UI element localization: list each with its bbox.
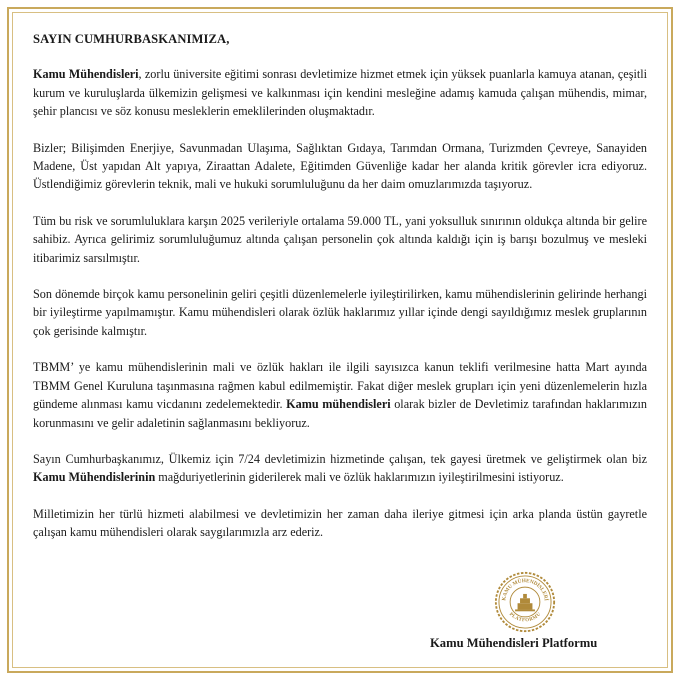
paragraph-5-text-a: TBMM’ ye kamu mühendislerinin mali ve özlük hakları ile ilgili sayısızca kanun teklifi verilmesine hatta Mart ayında TBMM Genel Kuruluna taşınmasına rağmen kabul edilmemiştir. Fakat diğer meslek grupları için yeni düzenlemelerin hızla gündeme alınması kamu vicdanını zedelemektedir. <box>33 360 647 412</box>
paragraph-3: Tüm bu risk ve sorumluluklara karşın 2025 verileriyle ortalama 59.000 TL, yani yoksulluk sınırının oldukça altında bir gelire sahibiz. Ayrıca gelirimiz sorumluluğumuz altında çalışan personelin çok altında kaldığı için iş barışı bozulmuş ve mesleki itibarimiz sarsılmıştır. <box>33 213 647 265</box>
paragraph-5-bold: Kamu mühendisleri <box>286 397 391 412</box>
gear-seal-icon <box>494 571 556 633</box>
paragraph-7: Milletimizin her türlü hizmeti alabilmesi ve devletimizin her zaman daha ileriye gitmesi için arka planda üstün gayretle çalışan kamu mühendisleri olarak saygılarımızla arz ederiz. <box>33 506 647 540</box>
paragraph-4: Son dönemde birçok kamu personelinin geliri çeşitli düzenlemelerle iyileştirilirken, kamu mühendislerinin gelirinde herhangi bir iyileştirme yapılmamıştır. Kamu mühendisleri olarak özlük haklarımız yıllar içinde dengi sayıldığımız meslek gruplarının çok gerisinde kalmıştır. <box>33 287 647 338</box>
paragraph-6-bold: Kamu Mühendislerinin <box>33 470 156 485</box>
salutation: SAYIN CUMHURBASKANIMIZA, <box>33 32 230 46</box>
seal-ring-text-top: KAMU MÜHENDİSLERİ <box>501 578 549 602</box>
paragraph-6-text-b: mağduriyetlerinin giderilerek mali ve özlük haklarımızın iyileştirilmesini istiyoruz. <box>155 470 564 485</box>
paragraph-2: Bizler; Bilişimden Enerjiye, Savunmadan Ulaşıma, Sağlıktan Gıdaya, Tarımdan Ormana, Turizmden Çevreye, Sanayiden Madene, Üst yapıdan Alt yapıya, Ziraattan Adalete, Eğitimden Güvenliğe kadar her alanda kritik görevler icra ediyoruz. Üstlendiğimiz görevlerin teknik, mali ve hukuki sorumluluğunu da her daim omuzlarımızda taşıyoruz. <box>33 140 647 192</box>
paragraph-1-text: , zorlu üniversite eğitimi sonrası devletimize hizmet etmek için yüksek puanlarla kamuya atanan, çeşitli kurum ve kuruluşlarda ülkemizin gelişmesi ve kalkınması için kendini mesleğine adamış kamuda çalışan mühendis, mimar, şehir plancısı ve söz konusu mesleklerin emeklilerinden oluşmaktadır. <box>33 67 647 119</box>
paragraph-5 <box>33 358 647 432</box>
paragraph-6-text-a: Sayın Cumhurbaşkanımız, Ülkemiz için 7/24 devletimizin hizmetinde çalışan, tek gayesi üretmek ve geliştirmek olan biz <box>33 451 647 466</box>
seal-center-emblem <box>515 594 535 611</box>
letter-body <box>33 24 647 560</box>
signature: Kamu Mühendisleri Platformu <box>430 636 598 650</box>
seal-ring-text-bottom: PLATFORMU <box>507 612 543 624</box>
paragraph-5-text-b: olarak bizler de Devletimiz tarafından haklarımızın korunmasını ve gelir adaletinin sağlanmasını bekliyoruz. <box>33 397 647 430</box>
paragraph-6 <box>33 450 647 487</box>
paragraph-1 <box>33 65 647 120</box>
paragraph-1-lead: Kamu Mühendisleri <box>33 67 139 82</box>
